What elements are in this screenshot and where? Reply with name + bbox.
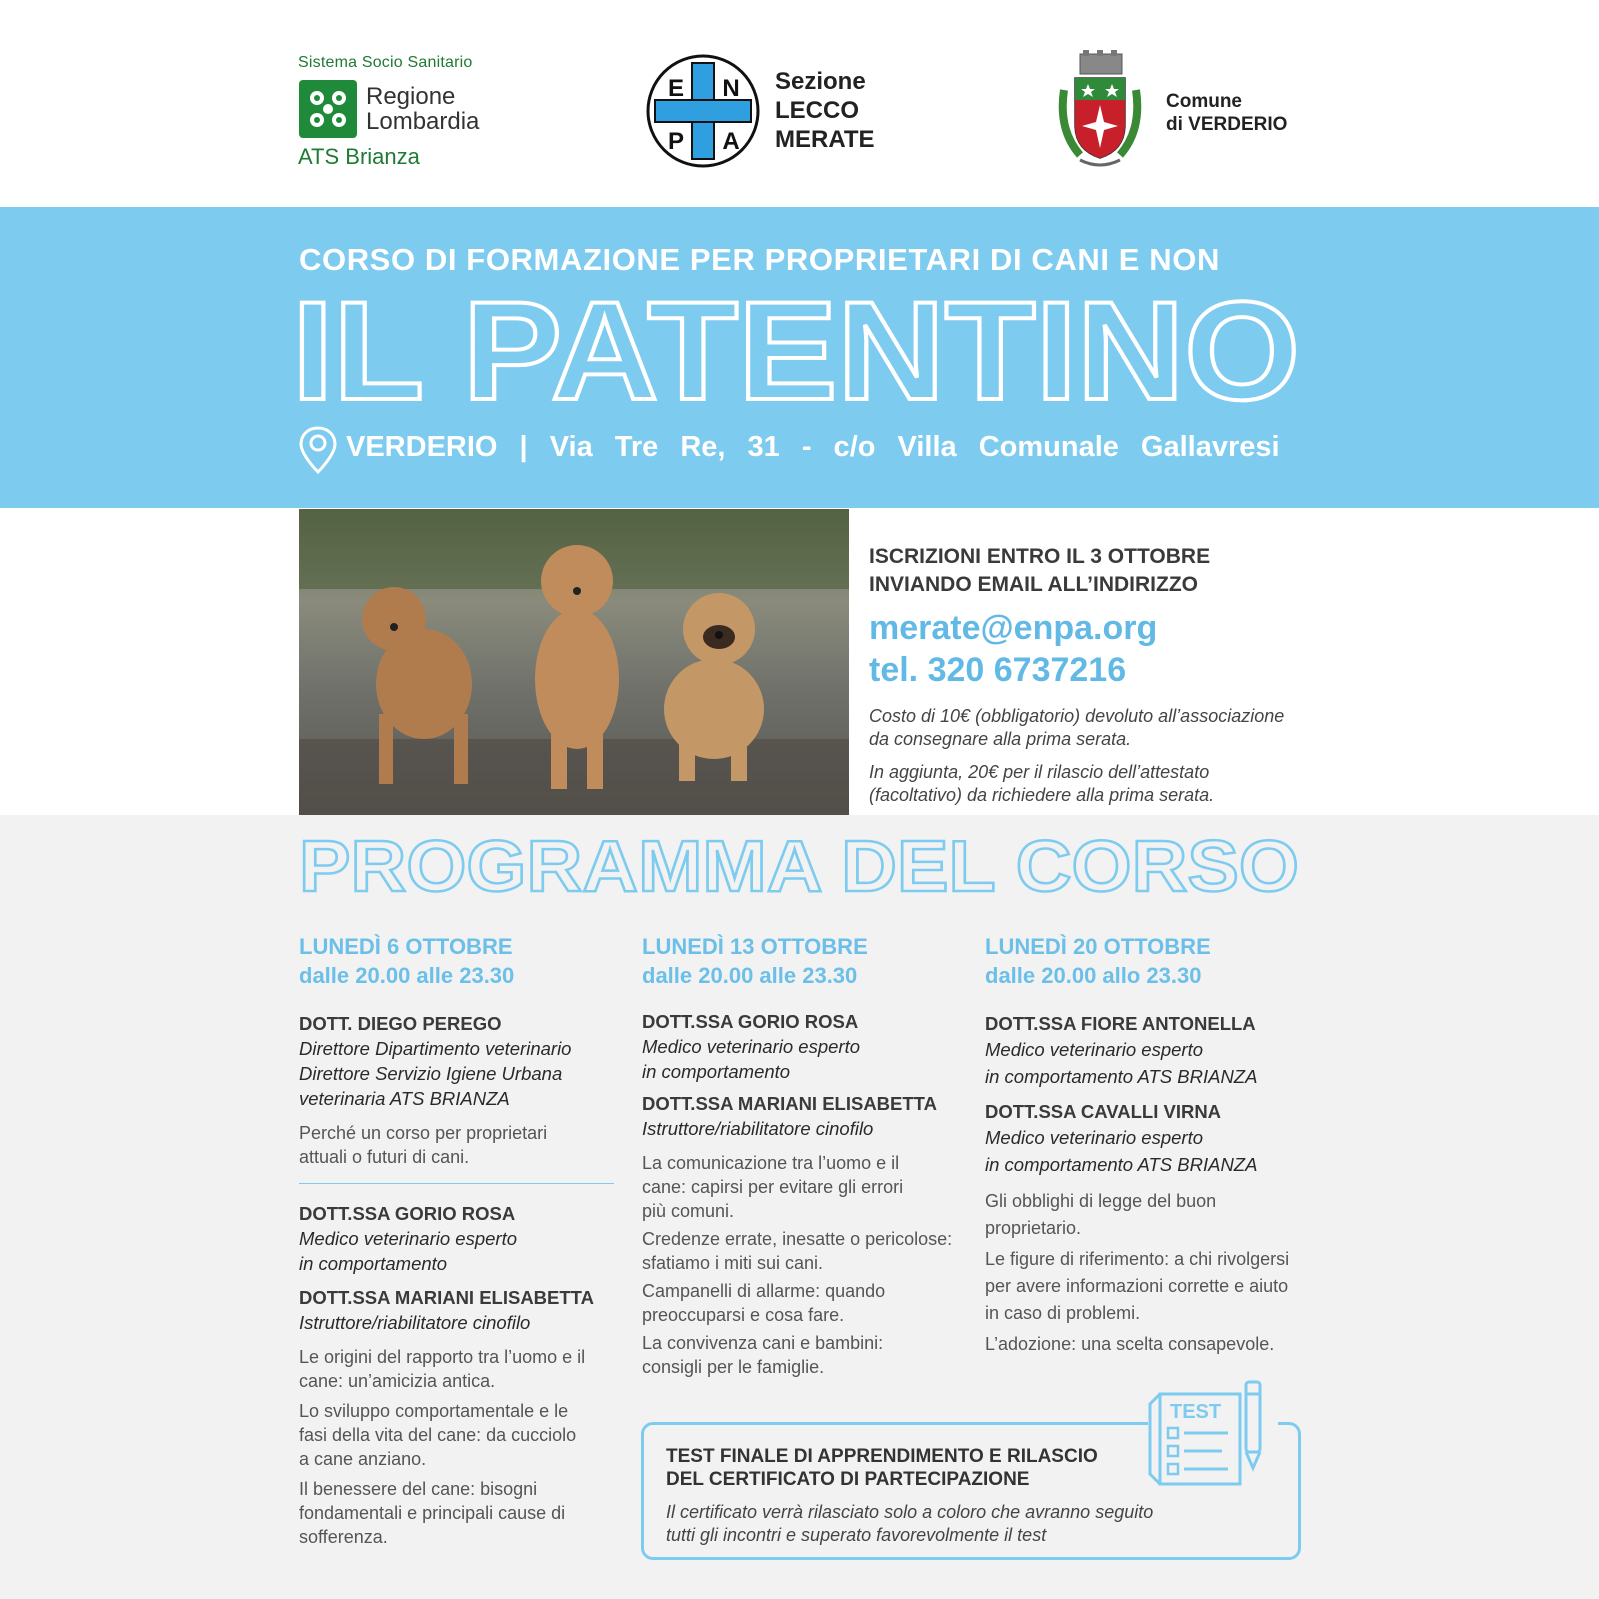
puppies-photo — [299, 509, 849, 815]
speaker-role: Direttore Dipartimento veterinario — [299, 1038, 572, 1059]
enpa-cross-icon — [645, 53, 761, 169]
enpa-letter-n: N — [722, 75, 740, 102]
ats-brianza-label: ATS Brianza — [298, 144, 420, 169]
speaker-role: Medico veterinario esperto — [642, 1036, 860, 1057]
contact-phone-link[interactable]: tel. 320 6737216 — [869, 651, 1127, 689]
comune-verderio-logo — [1050, 50, 1310, 172]
session-topic: La convivenza cani e bambini: consigli per le famiglie. — [642, 1333, 884, 1377]
speaker-name: DOTT.SSA GORIO ROSA — [299, 1203, 516, 1224]
speaker-role: veterinaria ATS BRIANZA — [299, 1088, 510, 1109]
regione-lombardia-logo — [298, 52, 508, 172]
enpa-letter-p: P — [667, 128, 685, 155]
enpa-letter-a: A — [722, 128, 740, 155]
regione-name: Regione Lombardia — [366, 83, 480, 135]
session-2 — [642, 932, 972, 1379]
session-topic: Il benessere del cane: bisogni fondamentali e principali cause di sofferenza. — [299, 1479, 566, 1547]
session-date: LUNEDÌ 20 OTTOBRE — [985, 934, 1211, 959]
speaker-name: DOTT.SSA MARIANI ELISABETTA — [642, 1093, 937, 1114]
regione-system-label: Sistema Socio Sanitario — [298, 54, 473, 71]
location-line — [298, 425, 1308, 475]
speaker-name: DOTT.SSA MARIANI ELISABETTA — [299, 1287, 594, 1308]
speaker-role: Istruttore/riabilitatore cinofilo — [299, 1312, 531, 1333]
puppies-image — [299, 509, 849, 815]
session-1 — [299, 932, 619, 1549]
session-time: dalle 20.00 alle 23.30 — [642, 963, 858, 988]
speaker-name: DOTT. DIEGO PEREGO — [299, 1013, 502, 1034]
session-topic: La comunicazione tra l’uomo e il cane: capirsi per evitare gli errori più comuni. — [642, 1153, 904, 1221]
registration-info — [869, 543, 1569, 807]
session-topic: Le origini del rapporto tra l’uomo e il cane: un’amicizia antica. — [299, 1347, 586, 1391]
svg-text:IL PATENTINO: IL PATENTINO — [292, 287, 1300, 417]
speaker-role: in comportamento ATS BRIANZA — [985, 1066, 1258, 1087]
final-test-note: Il certificato verrà rilasciato solo a coloro che avranno seguito tutti gli incontri e superato favorevolmente il test — [666, 1502, 1154, 1545]
test-icon-label: TEST — [1170, 1401, 1222, 1423]
speaker-role: Istruttore/riabilitatore cinofilo — [642, 1118, 874, 1139]
session-time: dalle 20.00 allo 23.30 — [985, 963, 1202, 988]
contact-email-link[interactable]: merate@enpa.org — [869, 609, 1158, 647]
session-date: LUNEDÌ 6 OTTOBRE — [299, 934, 513, 959]
page-title — [292, 287, 1302, 417]
registration-heading: ISCRIZIONI ENTRO IL 3 OTTOBRE INVIANDO EMAIL ALL’INDIRIZZO — [869, 545, 1211, 596]
title-banner — [0, 207, 1599, 508]
location-pin-icon — [298, 425, 338, 475]
coat-of-arms-icon — [1050, 50, 1150, 172]
location-text: VERDERIO | Via Tre Re, 31 - c/o Villa Comunale Gallavresi — [346, 431, 1280, 463]
session-time: dalle 20.00 alle 23.30 — [299, 963, 515, 988]
svg-text:PROGRAMMA DEL CORSO: PROGRAMMA DEL CORSO — [299, 827, 1299, 901]
session-topic: Credenze errate, inesatte o pericolose: sfatiamo i miti sui cani. — [642, 1229, 953, 1273]
session-topic: L’adozione: una scelta consapevole. — [985, 1334, 1275, 1354]
comune-label: Comune di VERDERIO — [1166, 91, 1288, 135]
final-test-heading: TEST FINALE DI APPRENDIMENTO E RILASCIO DEL CERTIFICATO DI PARTECIPAZIONE — [666, 1446, 1098, 1490]
programme-title — [297, 825, 1302, 901]
cost-note: Costo di 10€ (obbligatorio) devoluto all’associazione da consegnare alla prima serata. — [869, 706, 1285, 749]
certificate-note: In aggiunta, 20€ per il rilascio dell’attestato (facoltativo) da richiedere alla prima serata. — [869, 762, 1215, 805]
speaker-role: Medico veterinario esperto — [985, 1039, 1203, 1060]
speaker-role: in comportamento — [642, 1061, 791, 1082]
enpa-letter-e: E — [667, 75, 685, 102]
session-topic: Campanelli di allarme: quando preoccuparsi e cosa fare. — [642, 1281, 886, 1325]
speaker-role: in comportamento — [299, 1253, 448, 1274]
speaker-name: DOTT.SSA CAVALLI VIRNA — [985, 1101, 1222, 1122]
speaker-role: Medico veterinario esperto — [985, 1127, 1203, 1148]
speaker-role: Direttore Servizio Igiene Urbana — [299, 1063, 563, 1084]
regione-rose-icon — [299, 80, 357, 138]
session-topic: Lo sviluppo comportamentale e le fasi della vita del cane: da cucciolo a cane anziano. — [299, 1401, 577, 1469]
test-checklist-icon — [1148, 1376, 1278, 1496]
enpa-logo — [645, 53, 895, 169]
session-topic: Le figure di riferimento: a chi rivolgersi per avere informazioni corrette e aiuto in caso di problemi. — [985, 1249, 1290, 1323]
enpa-section-label: Sezione LECCO MERATE — [775, 68, 875, 153]
session-topic: Gli obblighi di legge del buon proprietario. — [985, 1191, 1217, 1238]
speaker-name: DOTT.SSA GORIO ROSA — [642, 1011, 859, 1032]
course-kicker: CORSO DI FORMAZIONE PER PROPRIETARI DI CANI E NON — [299, 242, 1220, 277]
speaker-role: in comportamento ATS BRIANZA — [985, 1154, 1258, 1175]
session-date: LUNEDÌ 13 OTTOBRE — [642, 934, 868, 959]
speaker-role: Medico veterinario esperto — [299, 1228, 517, 1249]
session-3 — [985, 932, 1325, 1358]
speaker-name: DOTT.SSA FIORE ANTONELLA — [985, 1013, 1256, 1034]
session-topic: Perché un corso per proprietari attuali o futuri di cani. — [299, 1123, 548, 1167]
header-logos — [0, 0, 1599, 207]
